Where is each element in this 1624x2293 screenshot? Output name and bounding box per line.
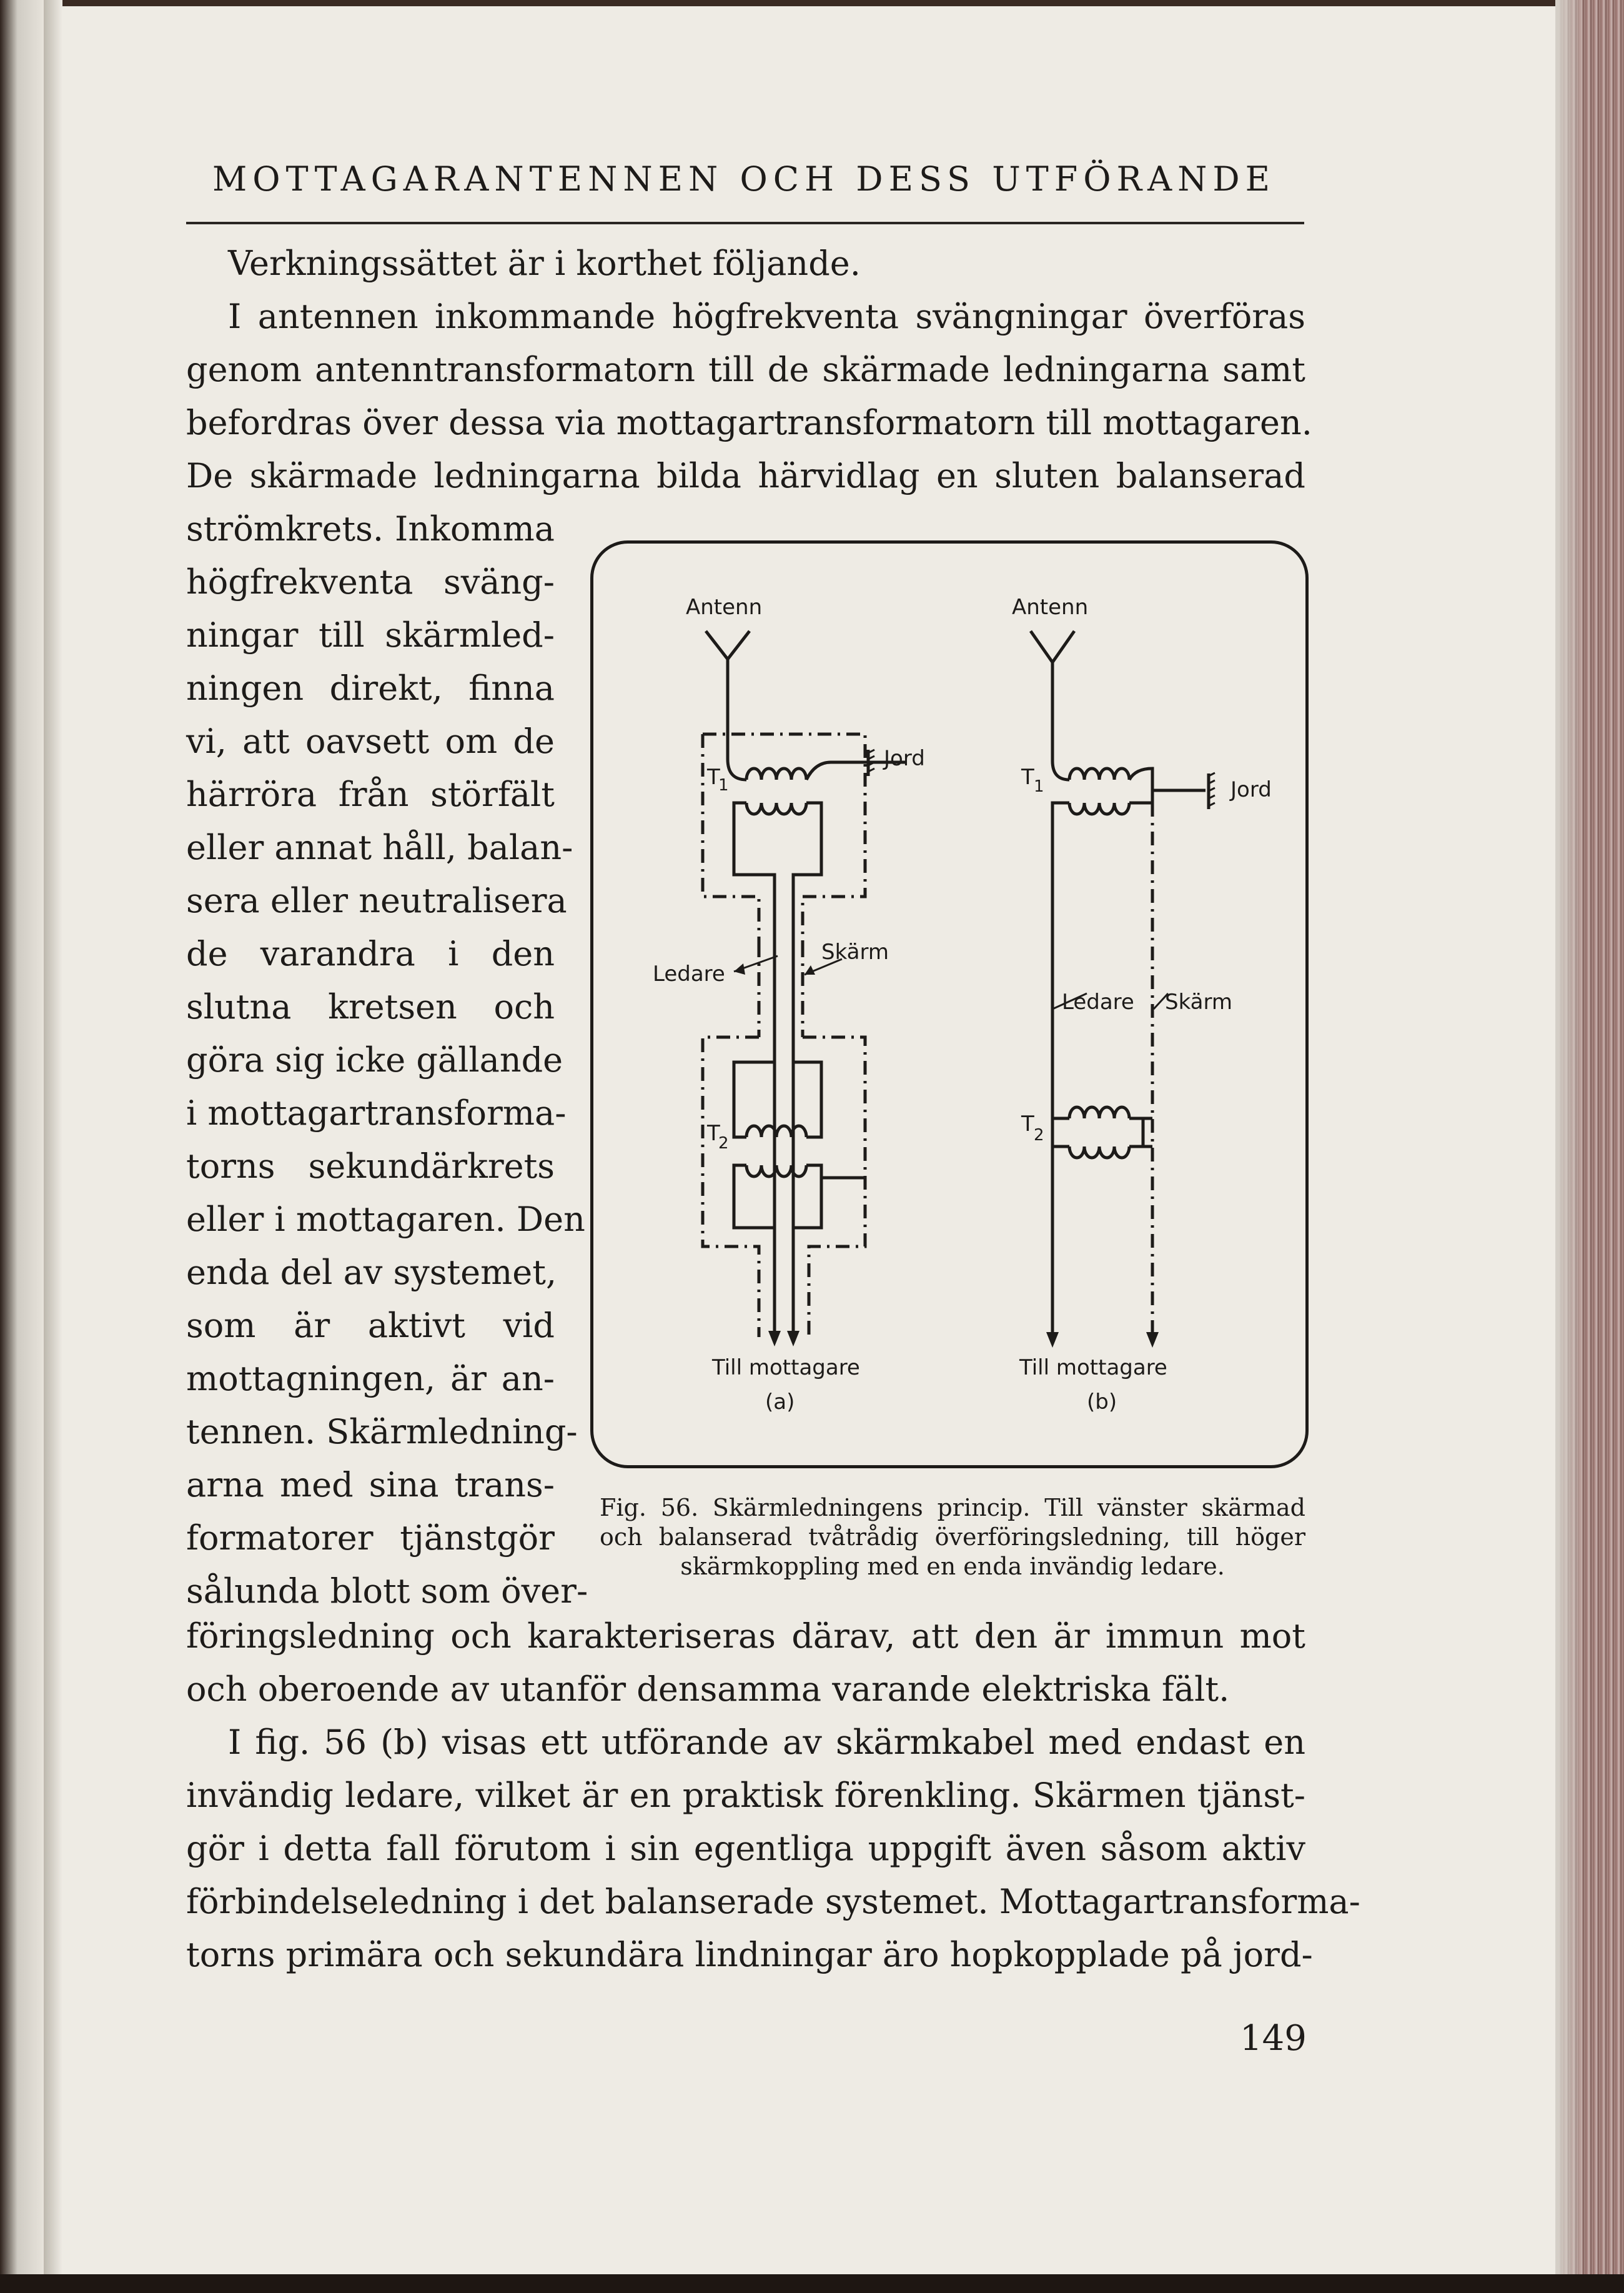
conductor-a-right [793, 803, 821, 1237]
arrow-a-left-icon [768, 1331, 781, 1346]
caption-line: skärmkoppling med en enda invändig ledare. [680, 1553, 1225, 1580]
antenna-a-icon [706, 631, 750, 659]
jord-b-label: Jord [1230, 777, 1272, 802]
text-line: och oberoende av utanför densamma varande elektriska fält. [186, 1669, 1230, 1709]
caption-line: och balanserad tvåtrådig överföringsledning, till höger [600, 1523, 1305, 1551]
text-line: befordras över dessa via mottagartransformatorn till mottagaren. [186, 403, 1312, 442]
text-line: torns primära och sekundära lindningar äro hopkopplade på jord- [186, 1935, 1313, 1974]
t1-a-secondary-coil [746, 803, 806, 814]
diagram-b-tag: (b) [1087, 1390, 1117, 1415]
text-line: De skärmade ledningarna bilda härvidlag en sluten balanserad [186, 456, 1305, 495]
t2-a-secondary-left [734, 1165, 775, 1228]
t1-b-label: T [1021, 765, 1034, 790]
left-page-edge [0, 0, 44, 2293]
text-line: invändig ledare, vilket är en praktisk förenkling. Skärmen tjänst- [186, 1776, 1305, 1815]
t1-b-primary-right [1129, 768, 1152, 790]
header-rule [186, 222, 1304, 224]
text-line: enda del av systemet, [186, 1253, 557, 1292]
jord-a-label: Jord [884, 746, 925, 771]
t1-b-sub: 1 [1034, 777, 1044, 796]
text-line: tennen. Skärmledning- [186, 1412, 578, 1451]
text-line: högfrekventa sväng- [186, 562, 555, 602]
t1-b-secondary-coil [1069, 803, 1129, 814]
diagram-a-tag: (a) [765, 1390, 795, 1415]
text-line: formatorer tjänstgör [186, 1518, 555, 1558]
text-line: Verkningssättet är i korthet följande. [228, 244, 861, 283]
text-line: eller i mottagaren. Den [186, 1200, 585, 1239]
text-line: arna med sina trans- [186, 1465, 555, 1505]
figure-56 [590, 540, 1309, 1468]
text-line: föringsledning och karakteriseras därav, att den är immun mot [186, 1616, 1305, 1656]
ledare-a-arrow-icon [734, 963, 745, 975]
t2-a-sub: 2 [718, 1134, 729, 1153]
t2-a-label: T [707, 1121, 720, 1146]
book-page-edges [1555, 0, 1624, 2293]
text-line: genom antenntransformatorn till de skärmade ledningarna samt [186, 350, 1305, 389]
antenna-b-icon [1031, 631, 1074, 662]
text-line: strömkrets. Inkomma [186, 509, 555, 549]
bottom-edge [0, 2274, 1624, 2293]
antenna-a-label: Antenn [686, 595, 763, 620]
figure-caption [600, 1493, 1305, 1581]
t1-a-primary-coil [746, 768, 806, 780]
t2-a-secondary-coil [746, 1165, 806, 1176]
text-line: vi, att oavsett om de [186, 722, 555, 761]
arrow-a-right-icon [787, 1331, 800, 1346]
skarm-b-label: Skärm [1165, 990, 1233, 1015]
arrow-b-left-icon [1046, 1332, 1059, 1348]
arrow-b-right-icon [1146, 1332, 1159, 1348]
text-line: i mottagartransforma- [186, 1093, 567, 1133]
page-number: 149 [1240, 2018, 1307, 2059]
text-line: gör i detta fall förutom i sin egentliga uppgift även såsom aktiv [186, 1829, 1305, 1868]
ledare-a-label: Ledare [653, 962, 725, 987]
caption-line: Fig. 56. Skärmledningens princip. Till vänster skärmad [600, 1494, 1305, 1521]
text-line: ningar till skärmled- [186, 615, 555, 655]
shield-a-bottom-right [803, 1037, 865, 1337]
conductor-a-left [734, 803, 775, 1237]
shield-a-bottom-left [703, 1037, 759, 1337]
text-line: I fig. 56 (b) visas ett utförande av skärmkabel med endast en [228, 1723, 1305, 1762]
text-line: sera eller neutralisera [186, 881, 567, 920]
t1-a-sub: 1 [718, 776, 729, 795]
text-line: förbindelseledning i det balanserade systemet. Mottagartransforma- [186, 1882, 1360, 1921]
t2-b-secondary-coil [1069, 1146, 1129, 1158]
skarm-a-label: Skärm [821, 940, 889, 965]
running-head: MOTTAGARANTENNEN OCH DESS UTFÖRANDE [212, 159, 1276, 199]
text-line: som är aktivt vid [186, 1306, 555, 1345]
ledare-b-label: Ledare [1062, 990, 1134, 1015]
t2-b-label: T [1021, 1112, 1034, 1137]
t1-a-primary-lead [728, 759, 746, 780]
text-line: I antennen inkommande högfrekventa svängningar överföras [228, 297, 1305, 336]
antenna-b-label: Antenn [1012, 595, 1089, 620]
diagram-a [703, 631, 906, 1337]
t1-a-label: T [707, 765, 720, 790]
text-line: härröra från störfält [186, 775, 555, 814]
t2-b-primary-coil [1069, 1107, 1129, 1118]
text-line: slutna kretsen och [186, 987, 555, 1027]
t1-b-primary-lead [1052, 761, 1069, 780]
t2-a-secondary-right [793, 1165, 821, 1228]
text-line: torns sekundärkrets [186, 1146, 555, 1186]
t2-a-primary-coil [746, 1126, 806, 1137]
receiver-b-label: Till mottagare [1019, 1355, 1167, 1380]
text-line: göra sig icke gällande [186, 1040, 563, 1080]
text-line: sålunda blott som över- [186, 1571, 588, 1611]
text-line: eller annat håll, balan- [186, 828, 573, 867]
diagram-b [1031, 631, 1215, 1337]
t1-b-primary-coil [1069, 768, 1129, 780]
t2-b-sub: 2 [1034, 1126, 1044, 1145]
receiver-a-label: Till mottagare [712, 1355, 860, 1380]
text-line: de varandra i den [186, 934, 555, 973]
circuit-diagrams [593, 544, 1305, 1465]
conductor-b [1052, 803, 1069, 1337]
page-gutter [44, 0, 62, 2293]
text-line: ningen direkt, finna [186, 669, 555, 708]
t1-b-secondary-right [1129, 790, 1206, 803]
text-line: mottagningen, är an- [186, 1359, 555, 1398]
